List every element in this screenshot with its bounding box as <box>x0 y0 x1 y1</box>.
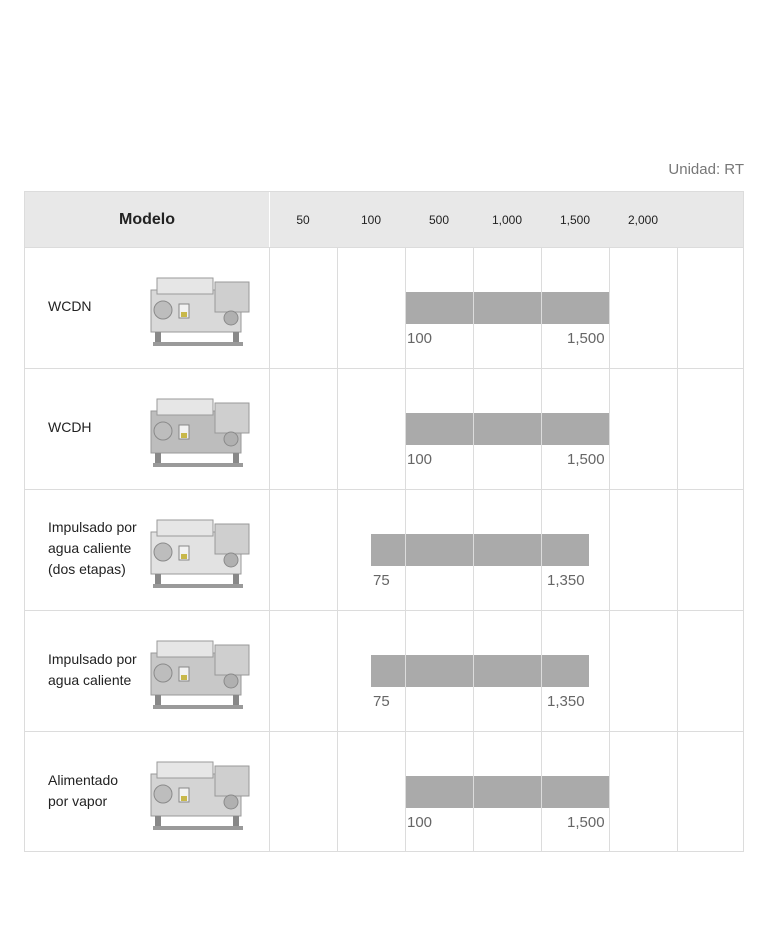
model-name <box>48 517 137 580</box>
model-name-line: WCDN <box>48 298 92 314</box>
grid-line <box>405 247 406 852</box>
grid-line <box>541 247 542 852</box>
range-max-label: 1,500 <box>567 451 605 468</box>
chiller-unit-image <box>143 260 261 356</box>
range-chart-table <box>24 191 744 852</box>
model-name-line: WCDH <box>48 419 92 435</box>
model-name-line: (dos etapas) <box>48 561 126 577</box>
table-row <box>25 489 743 611</box>
model-name-line: Impulsado por <box>48 519 137 535</box>
range-max-label: 1,350 <box>547 572 585 589</box>
table-row <box>25 610 743 732</box>
model-name-line: Impulsado por <box>48 650 137 667</box>
model-name <box>48 770 118 812</box>
range-max-label: 1,500 <box>567 814 605 831</box>
range-min-label: 75 <box>373 572 390 589</box>
range-min-label: 100 <box>407 814 433 831</box>
range-bar <box>371 534 589 566</box>
tick-label: 1,500 <box>559 212 591 227</box>
grid-line <box>337 247 338 852</box>
chiller-unit-image <box>143 744 261 840</box>
tick-label: 500 <box>428 212 450 227</box>
range-min-label: 100 <box>407 330 433 347</box>
grid-line <box>677 247 678 852</box>
model-name <box>48 649 137 691</box>
tick-label: 1,000 <box>491 212 523 227</box>
model-name-line: agua caliente <box>48 671 132 688</box>
range-min-label: 100 <box>407 451 433 468</box>
range-bar <box>405 776 609 808</box>
table-row <box>25 247 743 369</box>
model-name-line: Alimentado <box>48 771 119 788</box>
chiller-unit-image <box>143 381 261 477</box>
chiller-unit-image <box>143 502 261 598</box>
grid-line <box>269 247 270 852</box>
chiller-unit-image <box>143 623 261 719</box>
table-row <box>25 731 743 853</box>
model-name <box>48 417 92 438</box>
tick-label: 100 <box>360 212 382 227</box>
table-header <box>25 192 743 247</box>
table-row <box>25 368 743 490</box>
range-max-label: 1,350 <box>547 693 585 710</box>
tick-label: 2,000 <box>627 212 659 227</box>
range-max-label: 1,500 <box>567 330 605 347</box>
range-min-label: 75 <box>373 693 390 710</box>
range-bar <box>405 292 609 324</box>
model-column-header: Modelo <box>25 192 270 247</box>
model-name-line: por vapor <box>48 792 108 809</box>
grid-line <box>609 247 610 852</box>
model-name-line: agua caliente <box>48 540 132 556</box>
model-name <box>48 296 92 317</box>
tick-label: 50 <box>296 212 310 227</box>
range-bar <box>371 655 589 687</box>
unit-label: Unidad: RT <box>668 161 744 178</box>
grid-line <box>473 247 474 852</box>
range-bar <box>405 413 609 445</box>
